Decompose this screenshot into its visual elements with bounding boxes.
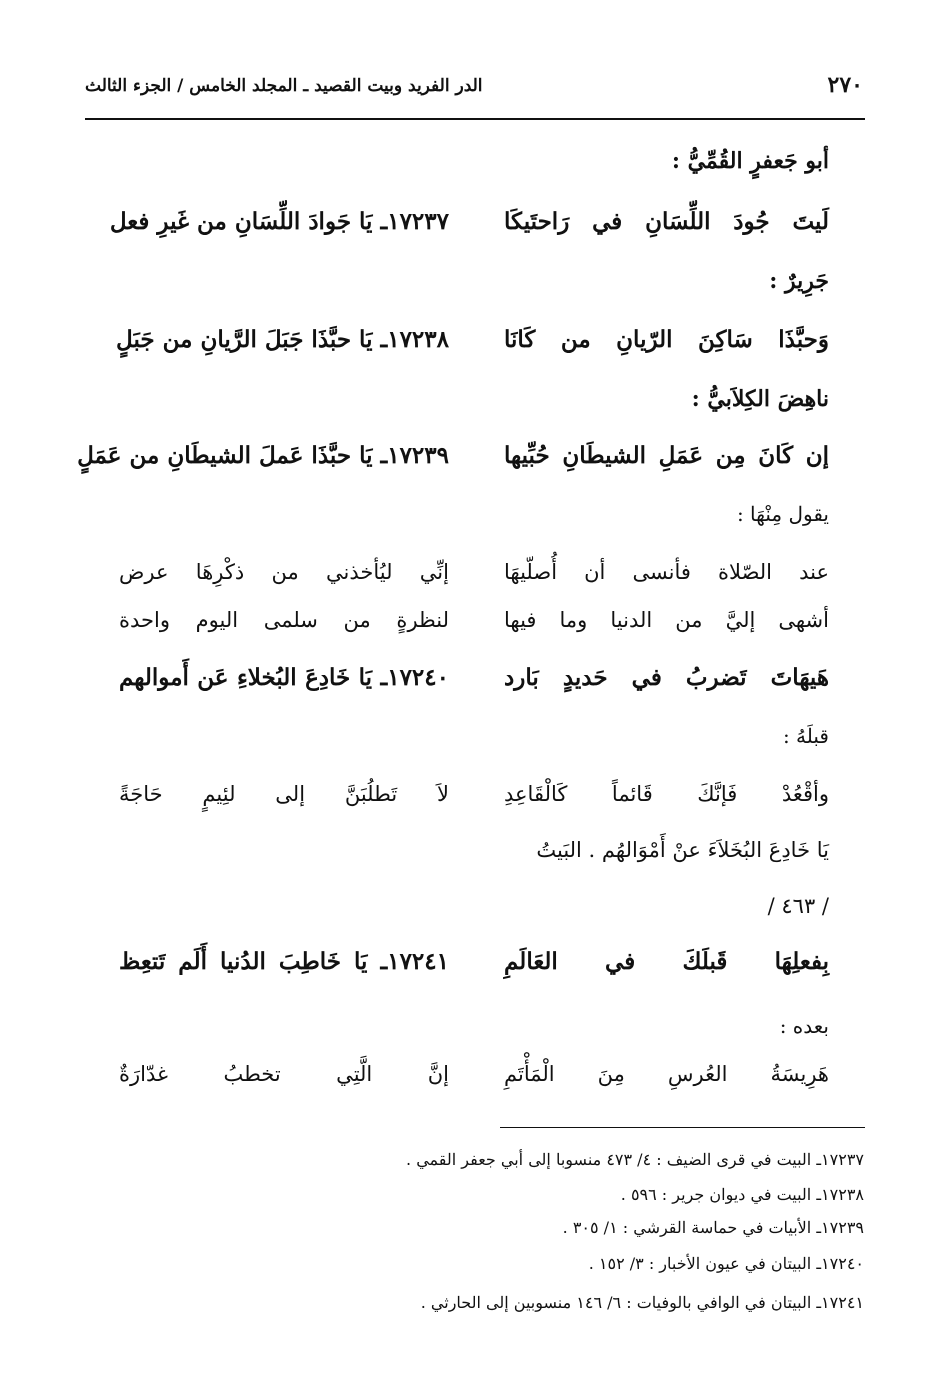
context-verse-first-hemistich: إنَّ الَّتِي تخطبُ غدّارَةٌ (119, 1062, 449, 1086)
context-intro: قبلَهُ : (782, 724, 829, 748)
footnote: ١٧٢٣٨ـ البيت في ديوان جرير : ٥٩٦ . (620, 1185, 864, 1204)
context-intro: يقول مِنْهَا : (736, 502, 829, 526)
context-intro: بعده : (779, 1014, 829, 1038)
footnote: ١٧٢٤٠ـ البيتان في عيون الأخبار : ٣/ ١٥٢ . (588, 1254, 864, 1273)
context-verse-first-hemistich: لاَ تَطلُبَنَّ إلى لئِيمٍ حَاجَةً (119, 782, 449, 806)
page-number: ٢٧٠ (827, 72, 863, 98)
verse-second-hemistich: لَيتَ جُودَ اللِّسَانِ في رَاحتَيكَا (504, 208, 829, 235)
verse-first-hemistich: ١٧٢٣٧ـ يَا جَوادَ اللِّسَانِ من غَيرِ فعل (109, 208, 449, 235)
footnote-separator (500, 1127, 865, 1128)
footnote: ١٧٢٣٧ـ البيت في قرى الضيف : ٤/ ٤٧٣ منسوبا إلى أبي جعفر القمي . (406, 1150, 864, 1169)
verse-second-hemistich: إن كَانَ مِن عَمَلِ الشيطَانِ حُبِّيها (504, 442, 829, 469)
header-rule (85, 118, 865, 120)
context-verse-second-hemistich: أشهى إليَّ من الدنيا وما فيها (504, 608, 829, 632)
footnote: ١٧٢٤١ـ البيتان في الوافي بالوفيات : ٦/ ١٤٦ منسوبين إلى الحارثي . (420, 1293, 864, 1312)
verse-first-hemistich: ١٧٢٤١ـ يَا خَاطِبَ الدُنيا أَلَم تَتعِظ (119, 948, 449, 975)
verse-second-hemistich: وَحبَّذَا سَاكِنَ الرّيانِ من كَانَا (504, 326, 829, 353)
context-verse-second-hemistich: وأقْعُدْ فَإنَّكَ قَائماً كَالْقَاعِدِ (504, 782, 829, 806)
footnote: ١٧٢٣٩ـ الأبيات في حماسة القرشي : ١/ ٣٠٥ . (562, 1218, 864, 1237)
poet-attribution: ناهِضَ الكِلاَبيُّ : (691, 386, 829, 412)
page-reference: / ٤٦٣ / (767, 894, 829, 918)
context-verse-first-hemistich: إنِّي ليُأخذني من ذكْرِهَا عرض (119, 560, 449, 584)
verse-first-hemistich: ١٧٢٤٠ـ يَا خَادِعَ البُخلاءِ عَن أَموالهم (119, 664, 449, 691)
context-verse-second-hemistich: عند الصّلاة فأنسى أن أُصلّيهَا (504, 560, 829, 584)
verse-second-hemistich: هَيهَاتَ تَضربُ في حَديدٍ بَارد (504, 664, 829, 691)
context-verse-first-hemistich: لنظرةٍ من سلمى اليوم واحدة (119, 608, 449, 632)
poet-attribution: جَرِيرٌ : (769, 268, 829, 294)
context-verse-continuation: يَا خَادِعَ البُخَلاَءَ عنْ أَمْوَالهُم . البَيتُ (536, 838, 829, 862)
verse-first-hemistich: ١٧٢٣٨ـ يَا حبَّذَا جَبَلَ الرَّيانِ من جَبَلٍ (116, 326, 449, 353)
poet-attribution: أبو جَعفرٍ القُمِّيُّ : (671, 148, 829, 174)
verse-first-hemistich: ١٧٢٣٩ـ يَا حبَّذَا عَملَ الشيطَانِ من عَمَلٍ (77, 442, 449, 469)
running-title: الدر الفريد وبيت القصيد ـ المجلد الخامس / الجزء الثالث (85, 76, 483, 96)
context-verse-second-hemistich: هَرِيسَةُ العُرسِ مِنَ الْمَأْتَمِ (504, 1062, 829, 1086)
verse-second-hemistich: بِفعلِهَا قَبلَكَ في العَالَمِ (504, 948, 829, 975)
page-header (85, 70, 865, 110)
